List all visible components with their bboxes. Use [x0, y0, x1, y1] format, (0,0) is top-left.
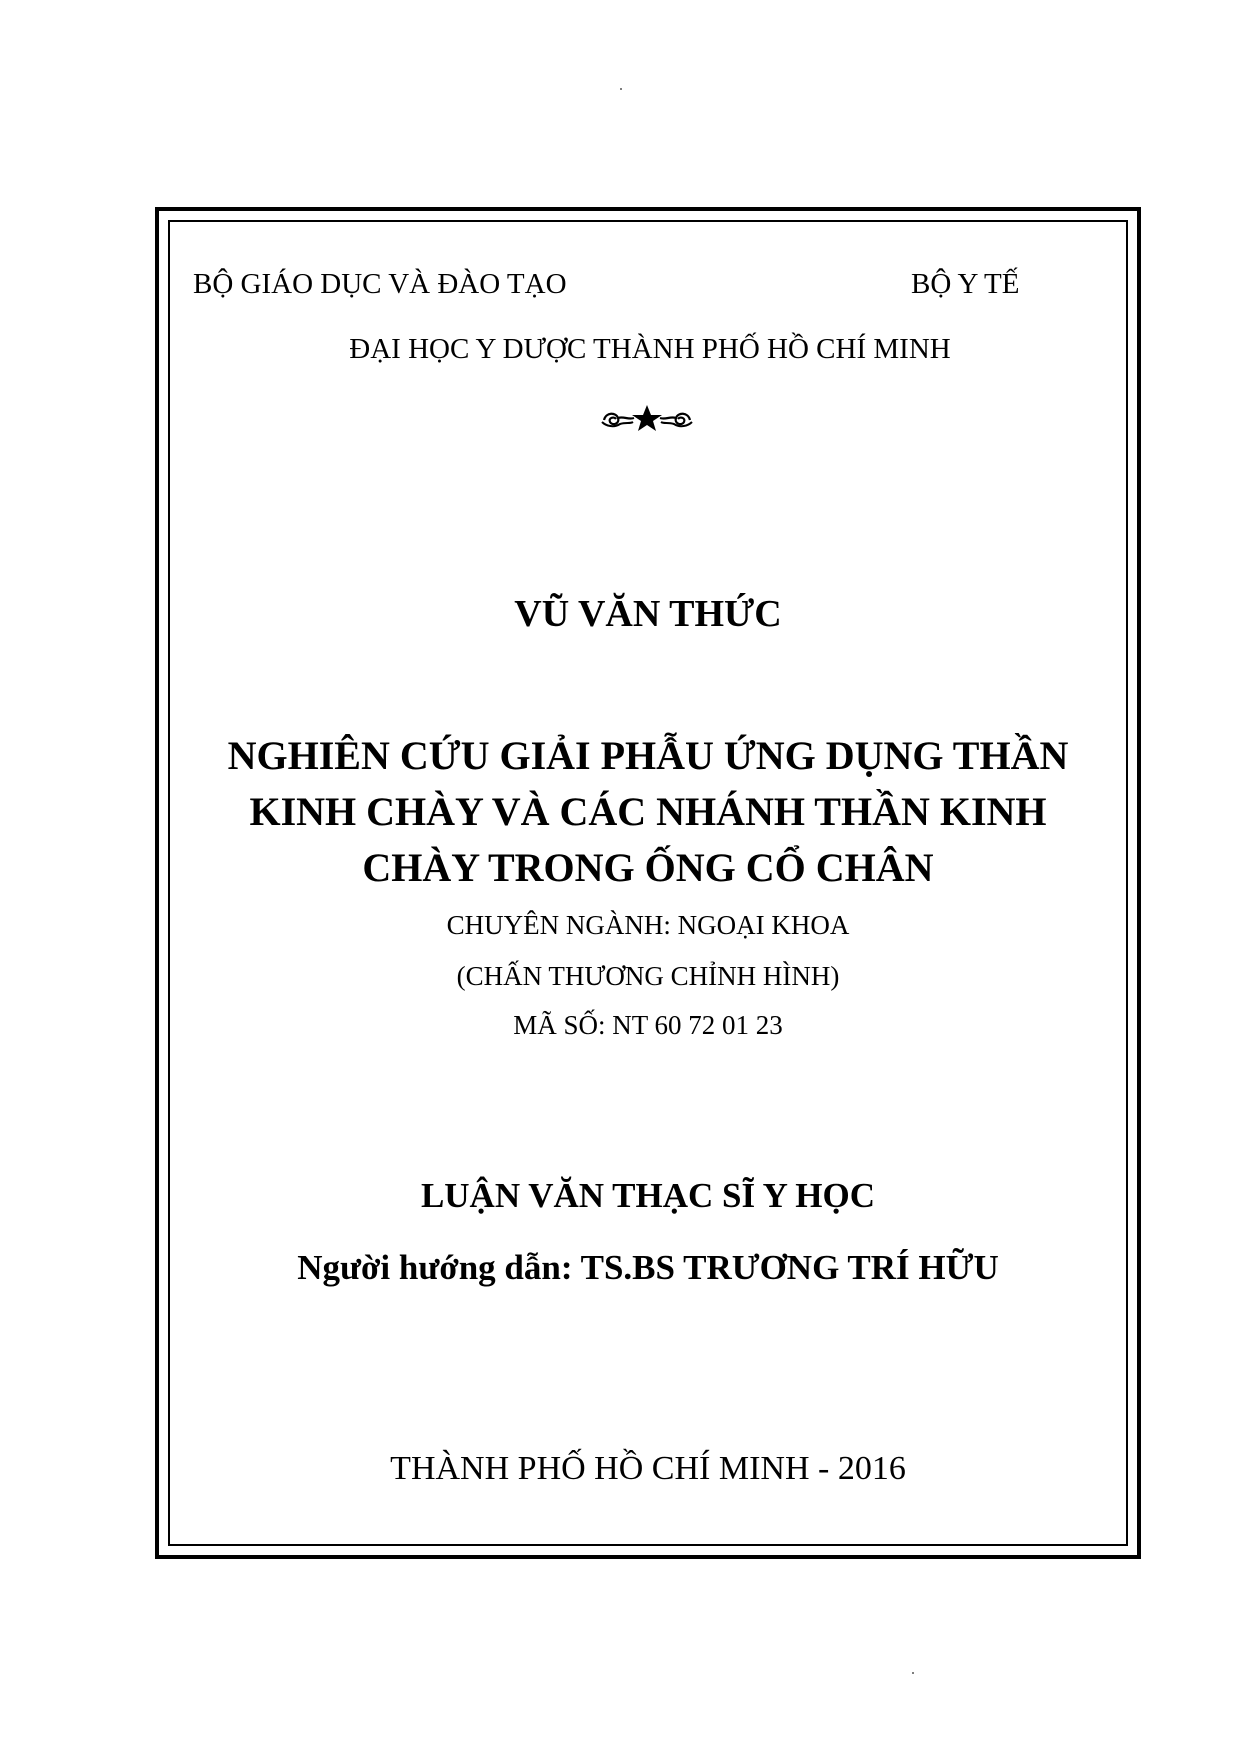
thesis-title-line: KINH CHÀY VÀ CÁC NHÁNH THẦN KINH	[249, 789, 1047, 834]
advisor-label: Người hướng dẫn: TS.BS TRƯƠNG TRÍ HỮU	[297, 1248, 999, 1287]
place-and-year: THÀNH PHỐ HỒ CHÍ MINH - 2016	[390, 1450, 906, 1487]
author-name: VŨ VĂN THỨC	[514, 593, 782, 635]
specialty-sub: (CHẤN THƯƠNG CHỈNH HÌNH)	[456, 961, 840, 991]
specialty-major: CHUYÊN NGÀNH: NGOẠI KHOA	[446, 910, 850, 940]
star-ornament-icon	[600, 402, 694, 432]
thesis-title-line: CHÀY TRONG ỐNG CỔ CHÂN	[362, 845, 934, 890]
scan-speck	[620, 88, 622, 90]
university-name: ĐẠI HỌC Y DƯỢC THÀNH PHỐ HỒ CHÍ MINH	[349, 333, 951, 365]
ministry-education-label: BỘ GIÁO DỤC VÀ ĐÀO TẠO	[193, 268, 567, 300]
thesis-title	[155, 728, 1141, 896]
ministry-health-label: BỘ Y TẾ	[911, 268, 1020, 300]
thesis-title-line: NGHIÊN CỨU GIẢI PHẪU ỨNG DỤNG THẦN	[227, 733, 1069, 778]
scan-speck	[912, 1672, 914, 1674]
specialty-code: MÃ SỐ: NT 60 72 01 23	[513, 1010, 783, 1040]
degree-label: LUẬN VĂN THẠC SĨ Y HỌC	[420, 1176, 876, 1215]
